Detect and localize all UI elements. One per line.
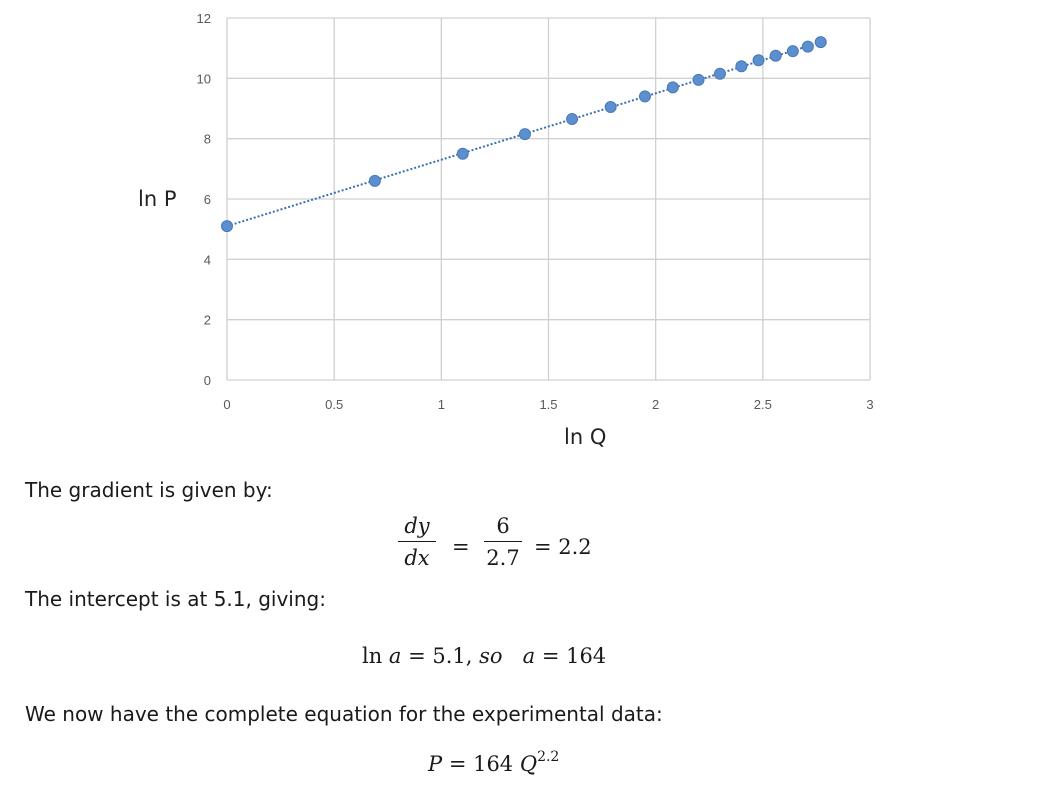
equals-sign: = [452, 535, 470, 559]
data-point [567, 114, 578, 125]
data-point [802, 41, 813, 52]
x-axis-title: ln Q [564, 425, 607, 449]
data-point [457, 148, 468, 159]
chart-grid [227, 18, 870, 380]
y-tick-label: 0 [203, 373, 211, 388]
fraction-numerator: dy [404, 514, 430, 538]
var-a: a [388, 644, 402, 668]
y-tick-labels [197, 11, 211, 388]
fraction-bar [398, 541, 436, 542]
x-tick-label: 1.5 [539, 397, 558, 412]
data-point [605, 101, 616, 112]
data-point [753, 55, 764, 66]
ln-prefix: ln [362, 644, 389, 668]
y-tick-label: 12 [196, 11, 211, 26]
exponent: 2.2 [537, 749, 560, 765]
x-tick-label: 1 [437, 397, 445, 412]
data-point [815, 37, 826, 48]
final-equation [428, 749, 559, 776]
gradient-intro: The gradient is given by: [25, 478, 273, 502]
a-value: = 164 [535, 644, 607, 668]
y-tick-label: 10 [196, 71, 211, 87]
data-point [787, 46, 798, 57]
gradient-result: = 2.2 [534, 535, 592, 559]
y-tick-label: 2 [203, 312, 211, 328]
var-P: P [428, 752, 443, 776]
data-point [222, 221, 233, 232]
y-axis-title: ln P [138, 187, 177, 211]
fraction-denominator: 2.7 [486, 546, 520, 570]
x-tick-label: 0.5 [325, 397, 344, 412]
fraction-bar [484, 541, 522, 542]
final-intro: We now have the complete equation for the experimental data: [25, 702, 663, 726]
var-a: a [522, 644, 536, 668]
data-point [369, 175, 380, 186]
intercept-intro: The intercept is at 5.1, giving: [25, 587, 326, 611]
data-point [667, 82, 678, 93]
x-tick-label: 3 [866, 397, 874, 412]
so-word: so [479, 644, 503, 668]
y-tick-label: 6 [203, 192, 211, 207]
var-Q: Q [519, 752, 538, 776]
data-point [736, 61, 747, 72]
fraction-6-over-2-7 [484, 513, 522, 571]
data-point [639, 91, 650, 102]
y-tick-label: 4 [203, 252, 211, 268]
data-points [222, 37, 827, 232]
fraction-dy-dx [398, 513, 436, 571]
fraction-numerator: 6 [496, 514, 510, 538]
fraction-denominator: dx [404, 546, 430, 570]
final-eq: = 164 [442, 752, 520, 776]
data-point [519, 129, 530, 140]
x-tick-labels [223, 397, 873, 412]
x-tick-label: 2 [652, 397, 660, 412]
x-tick-label: 0 [223, 397, 231, 412]
ln-a-equation [362, 644, 606, 668]
y-tick-label: 8 [203, 131, 211, 147]
ln-a-value: = 5.1, [401, 644, 480, 668]
data-point [770, 50, 781, 61]
data-point [693, 74, 704, 85]
x-tick-label: 2.5 [753, 397, 772, 412]
data-point [714, 68, 725, 79]
